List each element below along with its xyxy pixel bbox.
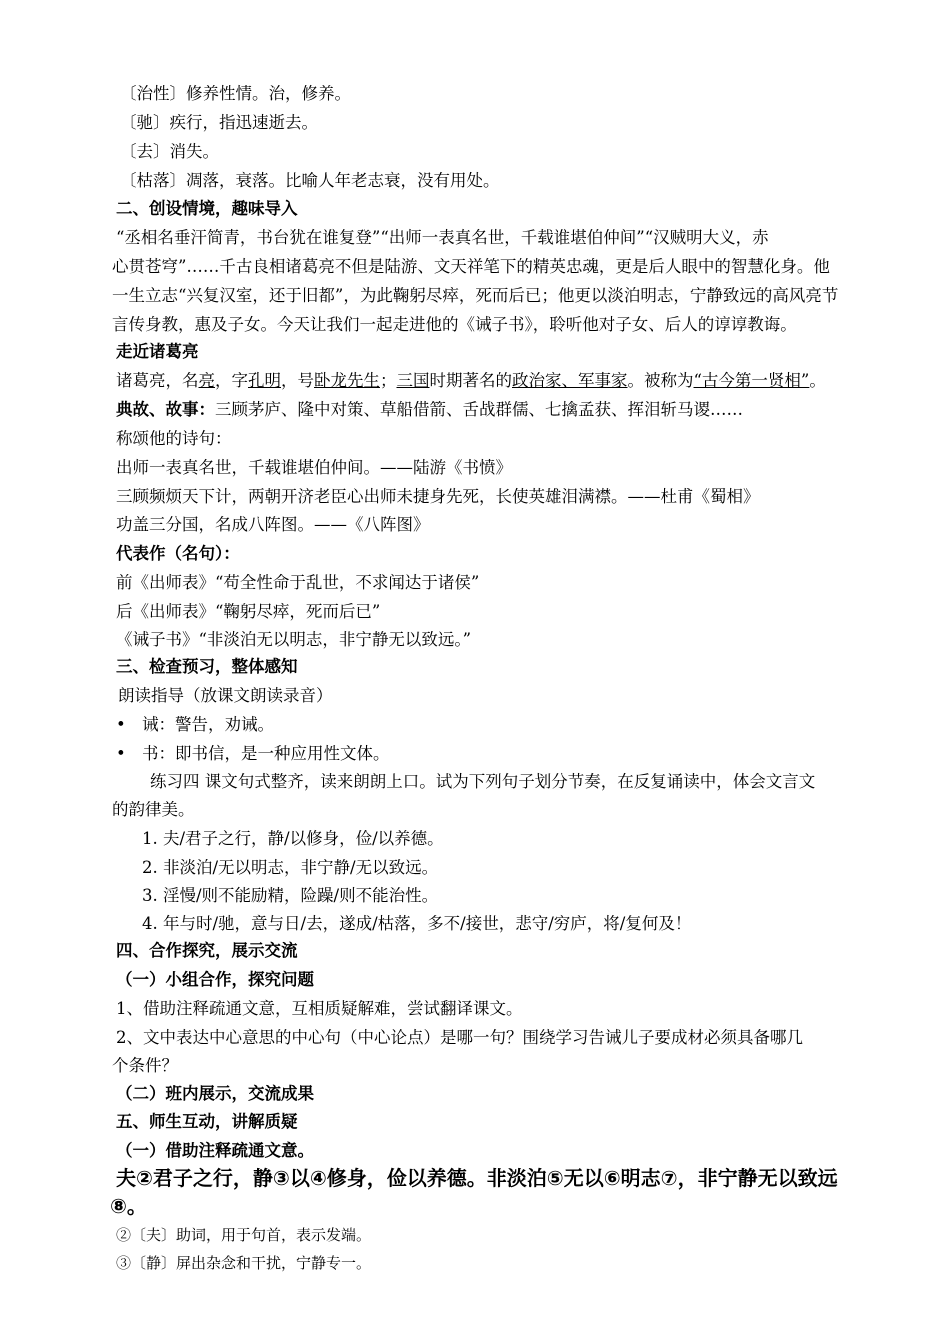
exercise-item: 2. 非淡泊/无以明志，非宁静/无以致远。 (142, 858, 439, 877)
paragraph-line: 心贯苍穹”……千古良相诸葛亮不但是陆游、文天祥笔下的精英忠魂，更是后人眼中的智慧化身。他 (112, 257, 830, 276)
works-line: 《诫子书》“非淡泊无以明志，非宁静无以致远。” (116, 630, 472, 649)
exercise-line: 的韵律美。 (112, 800, 195, 819)
stories-text: 三顾茅庐、隆中对策、草船借箭、舌战群儒、七擒孟获、挥泪斩马谡…… (215, 400, 743, 419)
paragraph-line: 言传身教，惠及子女。今天让我们一起走进他的《诫子书》，聆听他对子女、后人的谆谆教诲。 (112, 315, 797, 334)
poem-line: 三顾频烦天下计，两朝开济老臣心出师未捷身先死，长使英雄泪满襟。——杜甫《蜀相》 (116, 487, 760, 506)
stories-label: 典故、故事： (116, 400, 215, 419)
reading-guide: 朗读指导（放课文朗读录音） (118, 686, 333, 705)
subsection-heading: （一）借助注释疏通文意。 (116, 1141, 314, 1160)
underlined-epithet: “古今第一贤相” (693, 371, 810, 390)
paragraph-line: 一生立志“兴复汉室，还于旧都”，为此鞠躬尽瘁，死而后已；他更以淡泊明志，宁静致远的高风亮节 (112, 286, 839, 305)
works-line: 后《出师表》“鞠躬尽瘁，死而后已” (116, 602, 381, 621)
works-heading: 代表作（名句）： (116, 544, 240, 563)
intro-text: 诸葛亮，名 (116, 371, 199, 390)
annotation-line: ②〔夫〕助词，用于句首，表示发端。 (116, 1226, 372, 1244)
intro-line (116, 371, 826, 391)
bullet-icon: • (116, 715, 126, 734)
section-heading: 三、检查预习，整体感知 (116, 657, 298, 676)
poems-label: 称颂他的诗句： (116, 429, 232, 448)
bullet-text: 书：即书信，是一种应用性文体。 (142, 744, 390, 763)
underlined-name: 亮 (198, 371, 215, 390)
question-line: 2、文中表达中心意思的中心句（中心论点）是哪一句？围绕学习告诫儿子要成材必须具备哪几 (116, 1028, 803, 1047)
bullet-item (116, 744, 390, 764)
exercise-item: 3. 淫慢/则不能励精，险躁/则不能治性。 (142, 886, 439, 905)
section-heading: 五、师生互动，讲解质疑 (116, 1112, 298, 1131)
exercise-item: 4. 年与时/驰，意与日/去，遂成/枯落，多不/接世，悲守/穷庐，将/复何及！ (142, 914, 692, 933)
bullet-item (116, 715, 274, 735)
subsection-heading: （一）小组合作，探究问题 (116, 970, 314, 989)
classical-text-line: ⑧。 (110, 1194, 147, 1218)
underlined-title: 卧龙先生 (314, 371, 380, 390)
intro-text: 时期著名的 (429, 371, 512, 390)
bullet-text: 诫：警告，劝诫。 (142, 715, 274, 734)
note-line: 〔去〕消失。 (120, 142, 219, 161)
question-line: 1、借助注释疏通文意，互相质疑解难，尝试翻译课文。 (116, 999, 523, 1018)
note-line: 〔驰〕疾行，指迅速逝去。 (120, 113, 318, 132)
works-line: 前《出师表》“苟全性命于乱世，不求闻达于诸侯” (116, 573, 480, 592)
bullet-icon: • (116, 744, 126, 763)
intro-text: ，字 (215, 371, 248, 390)
note-line: 〔治性〕修养性情。治，修养。 (120, 84, 351, 103)
intro-text: 。 (809, 371, 826, 390)
intro-text: ； (380, 371, 397, 390)
question-line: 个条件？ (112, 1056, 178, 1075)
section-heading: 四、合作探究，展示交流 (116, 941, 298, 960)
underlined-courtesy-name: 孔明 (248, 371, 281, 390)
section-heading: 二、创设情境，趣味导入 (116, 199, 298, 218)
subsection-heading: （二）班内展示，交流成果 (116, 1084, 314, 1103)
poem-line: 出师一表真名世，千载谁堪伯仲间。——陆游《书愤》 (116, 458, 512, 477)
underlined-roles: 政治家、军事家 (512, 371, 628, 390)
subsection-heading: 走近诸葛亮 (116, 342, 199, 361)
note-line: 〔枯落〕凋落，衰落。比喻人年老志衰，没有用处。 (120, 171, 500, 190)
intro-text: 。被称为 (627, 371, 694, 390)
poem-line: 功盖三分国，名成八阵图。——《八阵图》 (116, 515, 430, 534)
classical-text-line: 夫②君子之行，静③以④修身，俭以养德。非淡泊⑤无以⑥明志⑦，非宁静无以致远 (116, 1166, 838, 1190)
exercise-item: 1. 夫/君子之行，静/以修身，俭/以养德。 (142, 829, 444, 848)
exercise-line: 练习四 课文句式整齐，读来朗朗上口。试为下列句子划分节奏，在反复诵读中，体会文言文 (150, 772, 816, 791)
stories-line (116, 400, 743, 420)
underlined-era: 三国 (396, 371, 430, 390)
intro-text: ，号 (281, 371, 314, 390)
paragraph-line: “丞相名垂汗简青，书台犹在谁复登”“出师一表真名世，千载谁堪伯仲间”“汉贼明大义，赤 (116, 228, 769, 247)
annotation-line: ③〔静〕屏出杂念和干扰，宁静专一。 (116, 1254, 372, 1272)
